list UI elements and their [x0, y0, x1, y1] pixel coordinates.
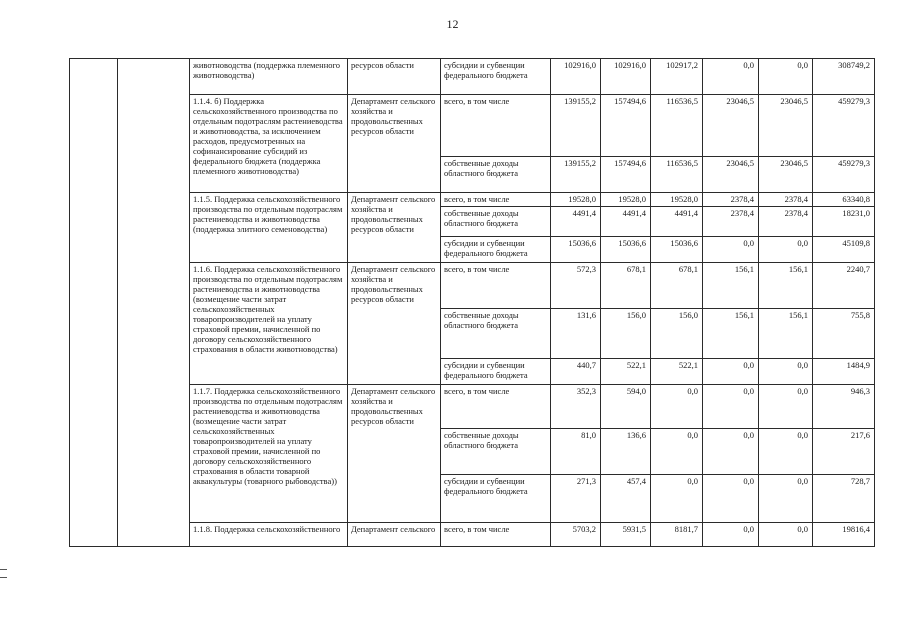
funding-source-cell: субсидии и субвенции федерального бюджета	[441, 237, 551, 263]
amount-cell: 2378,4	[759, 193, 813, 207]
amount-cell: 139155,2	[551, 157, 601, 193]
amount-cell: 8181,7	[651, 523, 703, 547]
amount-cell: 156,0	[601, 309, 651, 359]
funding-source-cell: собственные доходы областного бюджета	[441, 207, 551, 237]
amount-cell: 0,0	[759, 475, 813, 523]
amount-cell: 0,0	[759, 385, 813, 429]
amount-cell: 0,0	[703, 59, 759, 95]
amount-cell: 19528,0	[601, 193, 651, 207]
amount-cell: 0,0	[759, 359, 813, 385]
blank-column-2	[118, 59, 190, 547]
amount-cell: 156,1	[759, 309, 813, 359]
measure-name-cell: животноводства (поддержка племенного животноводства)	[190, 59, 348, 95]
measure-name-cell: 1.1.7. Поддержка сельскохозяйственного производства по отдельным подотраслям растениеводства и животноводства (возмещение части затрат сельскохозяйственных товаропроизводителей на уплату страховой премии, начисленной по договору сельскохозяйственного страхования в области товарной аквакультуры (товарного рыбоводства))	[190, 385, 348, 523]
table-row	[70, 59, 875, 95]
funding-source-cell: собственные доходы областного бюджета	[441, 157, 551, 193]
total-value-cell: 728,7	[813, 475, 875, 523]
amount-cell: 157494,6	[601, 157, 651, 193]
amount-cell: 0,0	[651, 429, 703, 475]
amount-cell: 116536,5	[651, 95, 703, 157]
table-row	[70, 523, 875, 547]
amount-cell: 0,0	[759, 59, 813, 95]
measure-name-cell: 1.1.5. Поддержка сельскохозяйственного производства по отдельным подотраслям растениеводства и животноводства (поддержка элитного семеноводства)	[190, 193, 348, 263]
department-cell: Департамент сельского хозяйства и продовольственных ресурсов области	[348, 193, 441, 263]
total-value-cell: 1484,9	[813, 359, 875, 385]
amount-cell: 136,6	[601, 429, 651, 475]
amount-cell: 0,0	[759, 237, 813, 263]
amount-cell: 440,7	[551, 359, 601, 385]
total-value-cell: 946,3	[813, 385, 875, 429]
amount-cell: 4491,4	[601, 207, 651, 237]
amount-cell: 15036,6	[651, 237, 703, 263]
amount-cell: 594,0	[601, 385, 651, 429]
department-cell: Департамент сельского	[348, 523, 441, 547]
department-cell: Департамент сельского хозяйства и продовольственных ресурсов области	[348, 385, 441, 523]
total-value-cell: 45109,8	[813, 237, 875, 263]
amount-cell: 678,1	[651, 263, 703, 309]
amount-cell: 23046,5	[703, 157, 759, 193]
measure-name-cell: 1.1.6. Поддержка сельскохозяйственного производства по отдельным подотраслям растениеводства и животноводства (возмещение части затрат сельскохозяйственных товаропроизводителей на уплату страховой премии, начисленной по договору сельскохозяйственного страхования в области животноводства)	[190, 263, 348, 385]
amount-cell: 23046,5	[759, 95, 813, 157]
amount-cell: 19528,0	[551, 193, 601, 207]
amount-cell: 23046,5	[759, 157, 813, 193]
amount-cell: 156,0	[651, 309, 703, 359]
amount-cell: 157494,6	[601, 95, 651, 157]
amount-cell: 572,3	[551, 263, 601, 309]
amount-cell: 0,0	[703, 475, 759, 523]
amount-cell: 457,4	[601, 475, 651, 523]
table-row	[70, 193, 875, 207]
measure-name-cell: 1.1.4. б) Поддержка сельскохозяйственного производства по отдельным подотраслям растениеводства и животноводства, за исключением расходов, предусмотренных на софинансирование субсидий из федерального бюджета (поддержка племенного животноводства)	[190, 95, 348, 193]
amount-cell: 19528,0	[651, 193, 703, 207]
amount-cell: 352,3	[551, 385, 601, 429]
amount-cell: 0,0	[703, 237, 759, 263]
budget-table	[69, 58, 875, 547]
amount-cell: 139155,2	[551, 95, 601, 157]
funding-source-cell: собственные доходы областного бюджета	[441, 309, 551, 359]
page-number: 12	[446, 17, 459, 31]
blank-column-1	[70, 59, 118, 547]
funding-source-cell: субсидии и субвенции федерального бюджета	[441, 475, 551, 523]
amount-cell: 522,1	[601, 359, 651, 385]
amount-cell: 5703,2	[551, 523, 601, 547]
measure-name-cell: 1.1.8. Поддержка сельскохозяйственного	[190, 523, 348, 547]
total-value-cell: 2240,7	[813, 263, 875, 309]
funding-source-cell: субсидии и субвенции федерального бюджета	[441, 59, 551, 95]
amount-cell: 522,1	[651, 359, 703, 385]
amount-cell: 0,0	[703, 429, 759, 475]
funding-source-cell: всего, в том числе	[441, 523, 551, 547]
funding-source-cell: субсидии и субвенции федерального бюджета	[441, 359, 551, 385]
amount-cell: 102916,0	[601, 59, 651, 95]
table-row	[70, 263, 875, 309]
amount-cell: 15036,6	[551, 237, 601, 263]
amount-cell: 156,1	[703, 309, 759, 359]
table-row	[70, 385, 875, 429]
amount-cell: 0,0	[703, 523, 759, 547]
amount-cell: 0,0	[703, 385, 759, 429]
amount-cell: 271,3	[551, 475, 601, 523]
amount-cell: 102916,0	[551, 59, 601, 95]
total-value-cell: 19816,4	[813, 523, 875, 547]
amount-cell: 2378,4	[703, 207, 759, 237]
table-row	[70, 95, 875, 157]
page-edge-mark	[0, 569, 7, 578]
department-cell: Департамент сельского хозяйства и продовольственных ресурсов области	[348, 263, 441, 385]
amount-cell: 0,0	[759, 523, 813, 547]
amount-cell: 0,0	[703, 359, 759, 385]
total-value-cell: 755,8	[813, 309, 875, 359]
amount-cell: 156,1	[703, 263, 759, 309]
amount-cell: 131,6	[551, 309, 601, 359]
amount-cell: 116536,5	[651, 157, 703, 193]
total-value-cell: 459279,3	[813, 157, 875, 193]
amount-cell: 4491,4	[551, 207, 601, 237]
funding-source-cell: собственные доходы областного бюджета	[441, 429, 551, 475]
total-value-cell: 459279,3	[813, 95, 875, 157]
amount-cell: 15036,6	[601, 237, 651, 263]
department-cell: Департамент сельского хозяйства и продовольственных ресурсов области	[348, 95, 441, 193]
amount-cell: 0,0	[651, 385, 703, 429]
department-cell: ресурсов области	[348, 59, 441, 95]
amount-cell: 0,0	[651, 475, 703, 523]
amount-cell: 678,1	[601, 263, 651, 309]
amount-cell: 2378,4	[759, 207, 813, 237]
amount-cell: 81,0	[551, 429, 601, 475]
total-value-cell: 217,6	[813, 429, 875, 475]
amount-cell: 5931,5	[601, 523, 651, 547]
funding-source-cell: всего, в том числе	[441, 385, 551, 429]
amount-cell: 0,0	[759, 429, 813, 475]
funding-source-cell: всего, в том числе	[441, 193, 551, 207]
total-value-cell: 18231,0	[813, 207, 875, 237]
amount-cell: 156,1	[759, 263, 813, 309]
amount-cell: 2378,4	[703, 193, 759, 207]
funding-source-cell: всего, в том числе	[441, 263, 551, 309]
amount-cell: 102917,2	[651, 59, 703, 95]
amount-cell: 23046,5	[703, 95, 759, 157]
total-value-cell: 63340,8	[813, 193, 875, 207]
funding-source-cell: всего, в том числе	[441, 95, 551, 157]
total-value-cell: 308749,2	[813, 59, 875, 95]
amount-cell: 4491,4	[651, 207, 703, 237]
